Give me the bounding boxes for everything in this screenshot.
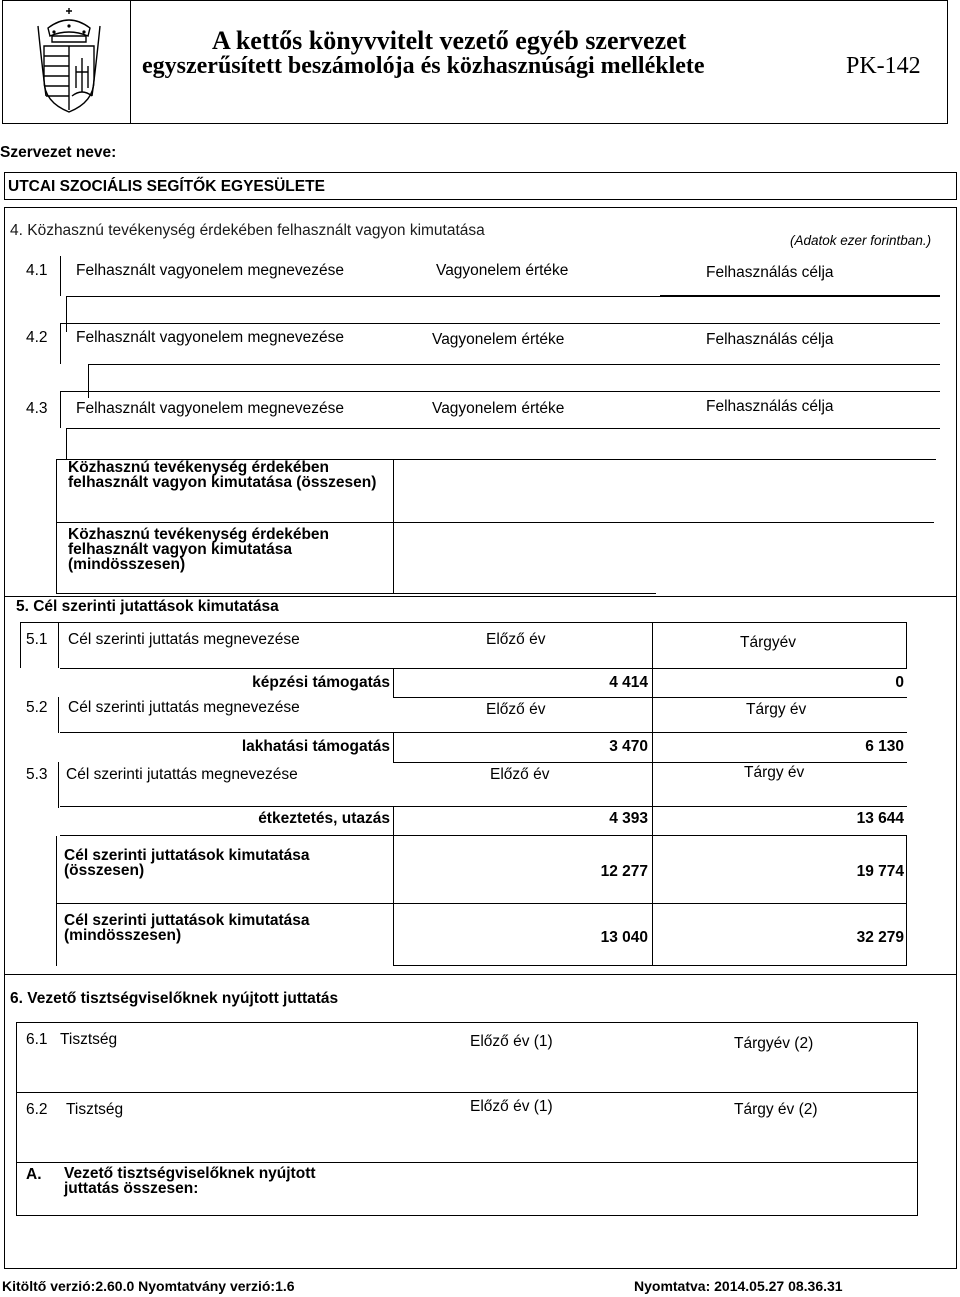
row-4-1-purpose-header: Felhasználás célja bbox=[706, 264, 834, 281]
row-4-2-purpose-header: Felhasználás célja bbox=[706, 331, 834, 348]
row-4-1-left-border bbox=[60, 256, 61, 296]
row-4-3-value-header: Vagyonelem értéke bbox=[432, 400, 565, 417]
row-6-2-curr-header: Tárgy év (2) bbox=[734, 1101, 818, 1118]
row-5-3-curr-value[interactable]: 13 644 bbox=[856, 810, 904, 827]
footer-version: Kitöltő verzió:2.60.0 Nyomtatvány verzió:1.6 bbox=[2, 1278, 295, 1294]
section4-title: 4. Közhasznú tevékenység érdekében felhasznált vagyon kimutatása bbox=[10, 222, 485, 239]
row-5-3-name-header: Cél szerinti jutattás megnevezése bbox=[66, 766, 298, 783]
section5-totals-right-border bbox=[906, 836, 907, 966]
row-5-1-left-border bbox=[58, 622, 59, 668]
row-5-2-value-divider bbox=[652, 732, 653, 762]
row-4-2-name-header: Felhasznált vagyonelem megnevezése bbox=[76, 329, 344, 346]
footer-printed-date: Nyomtatva: 2014.05.27 08.36.31 bbox=[634, 1278, 843, 1294]
row-5-1-curr-value[interactable]: 0 bbox=[895, 674, 904, 691]
row-5-3-name-divider bbox=[393, 806, 394, 836]
section5-totals-left-border bbox=[56, 836, 57, 966]
row-5-3-col-divider bbox=[652, 762, 653, 808]
row-5-3-benefit-name[interactable]: étkeztetés, utazás bbox=[258, 810, 390, 827]
section5-total-label: Cél szerinti juttatások kimutatása (összesen) bbox=[64, 847, 310, 879]
row-5-3-data-bottom bbox=[60, 835, 907, 836]
row-4-1-value-header: Vagyonelem értéke bbox=[436, 262, 569, 279]
section5-total-value-divider bbox=[652, 836, 653, 966]
org-name-label: Szervezet neve: bbox=[0, 144, 117, 161]
row-5-2-prev-header: Előző év bbox=[486, 701, 546, 718]
row-6-1-bottom-line bbox=[16, 1092, 918, 1093]
form-title-line2: egyszerűsített beszámolója és közhasznúsági melléklete bbox=[142, 53, 705, 79]
section6-total-number: A. bbox=[26, 1166, 42, 1183]
row-5-1-value-divider bbox=[652, 668, 653, 698]
coat-of-arms-emblem bbox=[34, 6, 104, 118]
section5-grand-total-bottom-line bbox=[393, 965, 907, 966]
row-5-2-curr-value[interactable]: 6 130 bbox=[865, 738, 904, 755]
org-name-value: UTCAI SZOCIÁLIS SEGÍTŐK EGYESÜLETE bbox=[8, 178, 325, 195]
row-4-1-number: 4.1 bbox=[26, 262, 48, 279]
section5-total-prev: 12 277 bbox=[600, 863, 648, 880]
row-4-3-name-header: Felhasznált vagyonelem megnevezése bbox=[76, 400, 344, 417]
row-5-1-prev-value[interactable]: 4 414 bbox=[609, 674, 648, 691]
form-title-line1: A kettős könyvvitelt vezető egyéb szervezet bbox=[212, 26, 687, 55]
row-5-3-data-top bbox=[60, 806, 907, 807]
row-4-2-left-border bbox=[60, 324, 61, 364]
row-5-1-col-divider bbox=[652, 622, 653, 668]
row-4-3-left-border bbox=[60, 392, 61, 428]
row-4-3-input[interactable] bbox=[66, 428, 940, 460]
row-5-2-benefit-name[interactable]: lakhatási támogatás bbox=[241, 738, 390, 755]
row-5-3-curr-header: Tárgy év bbox=[744, 764, 805, 781]
row-5-2-curr-header: Tárgy év bbox=[746, 701, 807, 718]
row-5-3-left-border bbox=[58, 762, 59, 808]
row-5-2-col-divider bbox=[652, 697, 653, 733]
row-5-1-benefit-name[interactable]: képzési támogatás bbox=[252, 674, 390, 691]
row-4-2-top-line bbox=[60, 323, 940, 324]
section5-grand-total-label: Cél szerinti juttatások kimutatása (mindösszesen) bbox=[64, 912, 310, 944]
form-code: PK-142 bbox=[846, 53, 921, 79]
row-6-1-number: 6.1 bbox=[26, 1031, 48, 1048]
row-4-3-purpose-header: Felhasználás célja bbox=[706, 398, 834, 415]
section4-total-value-divider bbox=[393, 460, 394, 594]
row-5-1-number: 5.1 bbox=[26, 631, 48, 648]
row-4-2-input[interactable] bbox=[88, 364, 940, 398]
section4-grand-total-label: Közhasznú tevékenység érdekében felhasznált vagyon kimutatása (mindösszesen) bbox=[68, 526, 330, 573]
row-5-1-prev-header: Előző év bbox=[486, 631, 546, 648]
section5-grand-total-prev: 13 040 bbox=[600, 929, 648, 946]
row-5-2-left-border bbox=[58, 697, 59, 733]
row-5-3-number: 5.3 bbox=[26, 766, 48, 783]
section4-total-label: Közhasznú tevékenység érdekében felhasznált vagyon kimutatása (összesen) bbox=[68, 459, 377, 491]
row-5-1-curr-header: Tárgyév bbox=[740, 634, 796, 651]
section5-total-name-divider bbox=[393, 836, 394, 966]
section6-title: 6. Vezető tisztségviselőknek nyújtott juttatás bbox=[10, 990, 339, 1007]
row-6-2-title-header: Tisztség bbox=[66, 1101, 124, 1118]
row-4-1-input[interactable] bbox=[66, 296, 940, 332]
section4-total-bottom-line bbox=[56, 522, 934, 523]
section6-total-label: Vezető tisztségviselőknek nyújtott juttatás összesen: bbox=[64, 1165, 316, 1197]
row-5-1-data-top bbox=[60, 668, 907, 669]
row-6-1-prev-header: Előző év (1) bbox=[470, 1033, 553, 1050]
row-6-2-prev-header: Előző év (1) bbox=[470, 1098, 553, 1115]
row-5-2-name-header: Cél szerinti juttatás megnevezése bbox=[68, 699, 300, 716]
row-5-2-name-divider bbox=[393, 732, 394, 762]
row-5-3-prev-value[interactable]: 4 393 bbox=[609, 810, 648, 827]
section5-title: 5. Cél szerinti jutattások kimutatása bbox=[16, 598, 279, 615]
row-6-1-curr-header: Tárgyév (2) bbox=[734, 1035, 814, 1052]
row-5-3-prev-header: Előző év bbox=[490, 766, 550, 783]
section5-total-curr: 19 774 bbox=[856, 863, 904, 880]
row-4-1-name-header: Felhasznált vagyonelem megnevezése bbox=[76, 262, 344, 279]
row-5-1-name-divider bbox=[393, 668, 394, 698]
section4-grand-total-bottom-line bbox=[56, 593, 656, 594]
section5-grand-total-curr: 32 279 bbox=[856, 929, 904, 946]
row-5-3-value-divider bbox=[652, 806, 653, 836]
row-5-2-data-bottom bbox=[393, 762, 907, 763]
row-5-1-name-header: Cél szerinti juttatás megnevezése bbox=[68, 631, 300, 648]
row-5-2-prev-value[interactable]: 3 470 bbox=[609, 738, 648, 755]
row-4-3-number: 4.3 bbox=[26, 400, 48, 417]
row-4-2-number: 4.2 bbox=[26, 329, 48, 346]
row-6-1-title-header: Tisztség bbox=[60, 1031, 118, 1048]
row-6-2-bottom-line bbox=[16, 1162, 918, 1163]
row-6-2-number: 6.2 bbox=[26, 1101, 48, 1118]
unit-note: (Adatok ezer forintban.) bbox=[790, 233, 932, 248]
section5-total-bottom-line bbox=[56, 903, 907, 904]
row-5-2-data-top bbox=[60, 732, 907, 733]
header-divider bbox=[130, 0, 131, 124]
row-4-3-top-line bbox=[60, 391, 940, 392]
row-4-2-value-header: Vagyonelem értéke bbox=[432, 331, 565, 348]
row-5-2-number: 5.2 bbox=[26, 699, 48, 716]
section4-totals-left-border bbox=[56, 460, 57, 594]
row-5-1-data-bottom bbox=[393, 697, 907, 698]
